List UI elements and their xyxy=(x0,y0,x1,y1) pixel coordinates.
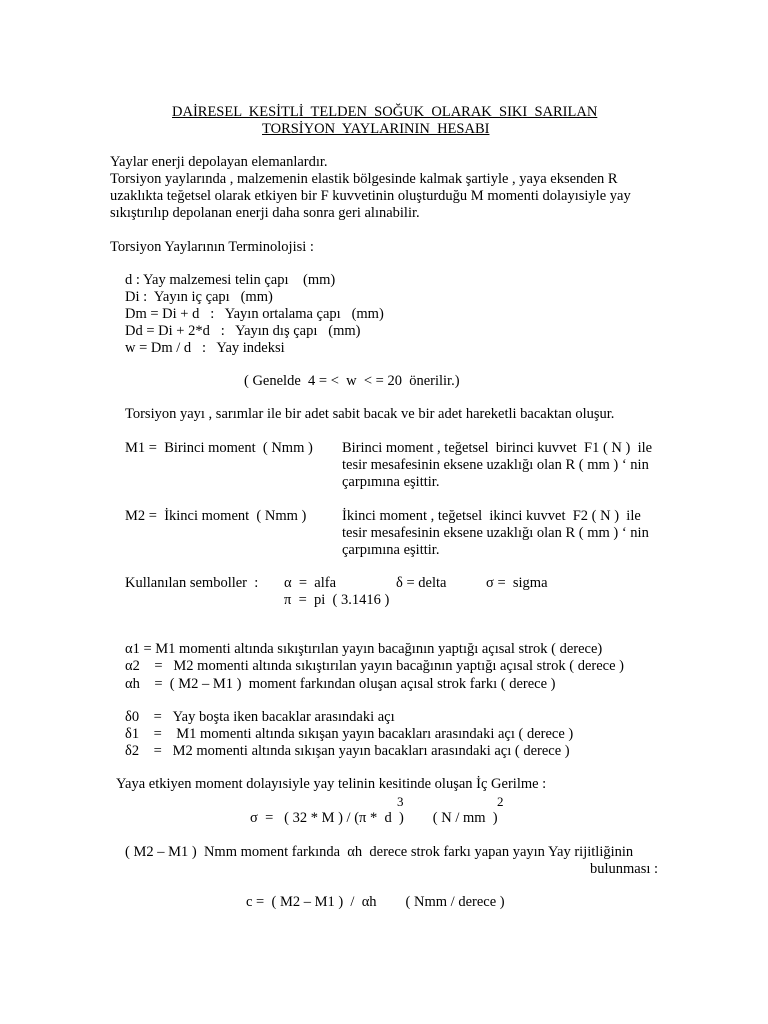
term-di: Di : Yayın iç çapı (mm) xyxy=(125,289,273,305)
term-dd: Dd = Di + 2*d : Yayın dış çapı (mm) xyxy=(125,323,361,339)
alpha-def-1: α1 = M1 momenti altında sıkıştırılan yayın bacağının yaptığı açısal strok ( derece) xyxy=(125,641,603,657)
intro-line-1: Yaylar enerji depolayan elemanlardır. xyxy=(110,154,328,170)
term-d: d : Yay malzemesi telin çapı (mm) xyxy=(125,272,336,288)
rigidity-text-1: ( M2 – M1 ) Nmm moment farkında αh derece strok farkı yapan yayın Yay rijitliğinin xyxy=(125,844,634,860)
title-line-1: DAİRESEL KESİTLİ TELDEN SOĞUK OLARAK SIKI SARILAN xyxy=(172,104,598,120)
alpha-def-h: αh = ( M2 – M1 ) moment farkından oluşan açısal strok farkı ( derece ) xyxy=(125,676,556,692)
rigidity-text-2: bulunması : xyxy=(590,861,659,877)
m1-label: M1 = Birinci moment ( Nmm ) xyxy=(125,440,313,456)
alpha-def-2: α2 = M2 momenti altında sıkıştırılan yayın bacağının yaptığı açısal strok ( derece ) xyxy=(125,658,624,674)
title-line-2: TORSİYON YAYLARININ HESABI xyxy=(262,121,490,137)
symbol-sigma: σ = sigma xyxy=(486,575,548,591)
m2-desc-1: İkinci moment , teğetsel ikinci kuvvet F2 ( N ) ile xyxy=(342,508,641,524)
symbols-label: Kullanılan semboller : xyxy=(125,575,259,591)
m2-label: M2 = İkinci moment ( Nmm ) xyxy=(125,508,307,524)
m2-desc-2: tesir mesafesinin eksene uzaklığı olan R ( mm ) ‘ nin xyxy=(342,525,649,541)
symbol-alpha: α = alfa xyxy=(284,575,337,591)
intro-line-3: uzaklıkta teğetsel olarak etkiyen bir F kuvvetinin oluşturduğu M momenti dolayısiyle yay xyxy=(110,188,631,204)
stress-intro: Yaya etkiyen moment dolayısiyle yay telinin kesitinde oluşan İç Gerilme : xyxy=(116,776,547,792)
intro-line-2: Torsiyon yaylarında , malzemenin elastik bölgesinde kalmak şartiyle , yaya eksenden R xyxy=(110,171,618,187)
delta-def-2: δ2 = M2 momenti altında sıkışan yayın bacakları arasındaki açı ( derece ) xyxy=(125,743,570,759)
term-dm: Dm = Di + d : Yayın ortalama çapı (mm) xyxy=(125,306,384,322)
m1-desc-2: tesir mesafesinin eksene uzaklığı olan R ( mm ) ‘ nin xyxy=(342,457,649,473)
delta-def-1: δ1 = M1 momenti altında sıkışan yayın bacakları arasındaki açı ( derece ) xyxy=(125,726,574,742)
symbol-delta: δ = delta xyxy=(396,575,447,591)
term-w: w = Dm / d : Yay indeksi xyxy=(125,340,285,356)
intro-line-4: sıkıştırılıp depolanan enerji daha sonra geri alınabilir. xyxy=(110,205,420,221)
delta-def-0: δ0 = Yay boşta iken bacaklar arasındaki açı xyxy=(125,709,395,725)
symbol-pi: π = pi ( 3.1416 ) xyxy=(284,592,390,608)
torsion-description: Torsiyon yayı , sarımlar ile bir adet sabit bacak ve bir adet hareketli bacaktan oluşur. xyxy=(125,406,615,422)
terminology-heading: Torsiyon Yaylarının Terminolojisi : xyxy=(110,239,314,255)
stress-formula: σ = ( 32 * M ) / (π * d ) ( N / mm ) xyxy=(250,810,498,826)
m1-desc-3: çarpımına eşittir. xyxy=(342,474,440,490)
stress-exponent-d: 3 xyxy=(397,794,404,809)
stress-exponent-mm: 2 xyxy=(497,794,504,809)
rigidity-formula: c = ( M2 – M1 ) / αh ( Nmm / derece ) xyxy=(246,894,505,910)
m2-desc-3: çarpımına eşittir. xyxy=(342,542,440,558)
index-note: ( Genelde 4 = < w < = 20 önerilir.) xyxy=(244,373,460,389)
m1-desc-1: Birinci moment , teğetsel birinci kuvvet F1 ( N ) ile xyxy=(342,440,653,456)
